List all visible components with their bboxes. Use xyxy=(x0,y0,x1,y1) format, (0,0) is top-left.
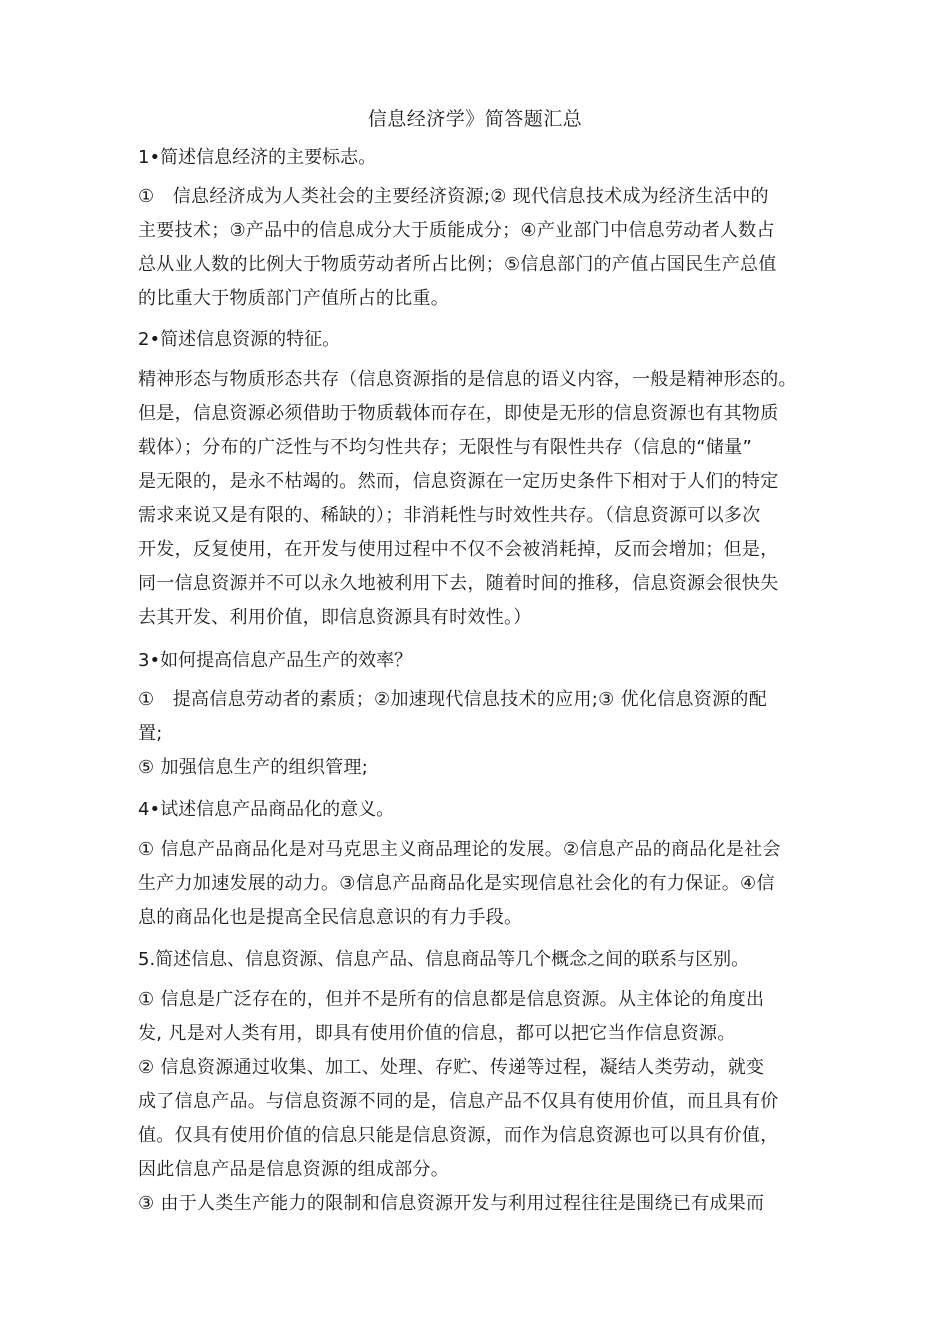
answer-line: 需求来说又是有限的、稀缺的）；非消耗性与时效性共存。（信息资源可以多次 xyxy=(138,505,761,526)
answer-line: 但是，信息资源必须借助于物质载体而存在，即使是无形的信息资源也有其物质 xyxy=(138,403,779,424)
question-heading-4: 4•试述信息产品商品化的意义。 xyxy=(138,799,395,820)
answer-line: 值。仅具有使用价值的信息只能是信息资源，而作为信息资源也可以具有价值， xyxy=(138,1125,779,1146)
answer-line: 息的商品化也是提高全民信息意识的有力手段。 xyxy=(138,907,523,928)
answer-line: 的比重大于物质部门产值所占的比重。 xyxy=(138,288,450,309)
answer-line: ① 信息是广泛存在的，但并不是所有的信息都是信息资源。从主体论的角度出 xyxy=(138,989,765,1010)
answer-line: 因此信息产品是信息资源的组成部分。 xyxy=(138,1159,450,1180)
answer-line: 同一信息资源并不可以永久地被利用下去，随着时间的推移，信息资源会很快失 xyxy=(138,573,779,594)
answer-line: 成了信息产品。与信息资源不同的是，信息产品不仅具有使用价值，而且具有价 xyxy=(138,1091,779,1112)
question-heading-5: 5.简述信息、信息资源、信息产品、信息商品等几个概念之间的联系与区别。 xyxy=(138,949,750,970)
answer-line: 置; xyxy=(138,723,163,744)
question-heading-1: 1•简述信息经济的主要标志。 xyxy=(138,147,377,168)
answer-line: 去其开发、利用价值，即信息资源具有时效性。） xyxy=(138,607,532,628)
answer-line: 生产力加速发展的动力。③信息产品商品化是实现信息社会化的有力保证。④信 xyxy=(138,873,775,894)
answer-line: ① 信息经济成为人类社会的主要经济资源;② 现代信息技术成为经济生活中的 xyxy=(138,186,769,207)
question-heading-3: 3•如何提高信息产品生产的效率？ xyxy=(138,650,413,671)
answer-line: 是无限的，是永不枯竭的。然而，信息资源在一定历史条件下相对于人们的特定 xyxy=(138,471,779,492)
answer-line: 总从业人数的比例大于物质劳动者所占比例；⑤信息部门的产值占国民生产总值 xyxy=(138,254,777,275)
answer-line: ① 提高信息劳动者的素质；②加速现代信息技术的应用;③ 优化信息资源的配 xyxy=(138,689,767,710)
document-title: 信息经济学》简答题汇总 xyxy=(367,108,583,130)
answer-line: ③ 由于人类生产能力的限制和信息资源开发与利用过程往往是围绕已有成果而 xyxy=(138,1193,765,1214)
answer-line: ⑤ 加强信息生产的组织管理; xyxy=(138,757,369,778)
answer-line: 精神形态与物质形态共存（信息资源指的是信息的语义内容，一般是精神形态的。 xyxy=(138,369,797,390)
answer-line: ② 信息资源通过收集、加工、处理、存贮、传递等过程，凝结人类劳动，就变 xyxy=(138,1057,765,1078)
answer-line: 开发，反复使用，在开发与使用过程中不仅不会被消耗掉，反而会增加；但是， xyxy=(138,539,779,560)
answer-line: ① 信息产品商品化是对马克思主义商品理论的发展。②信息产品的商品化是社会 xyxy=(138,839,781,860)
question-heading-2: 2•简述信息资源的特征。 xyxy=(138,329,341,350)
answer-line: 主要技术；③产品中的信息成分大于质能成分；④产业部门中信息劳动者人数占 xyxy=(138,220,775,241)
answer-line: 发, 凡是对人类有用，即具有使用价值的信息，都可以把它当作信息资源。 xyxy=(138,1023,736,1044)
answer-line: 载体）；分布的广泛性与不均匀性共存；无限性与有限性共存（信息的“储量” xyxy=(138,437,753,458)
